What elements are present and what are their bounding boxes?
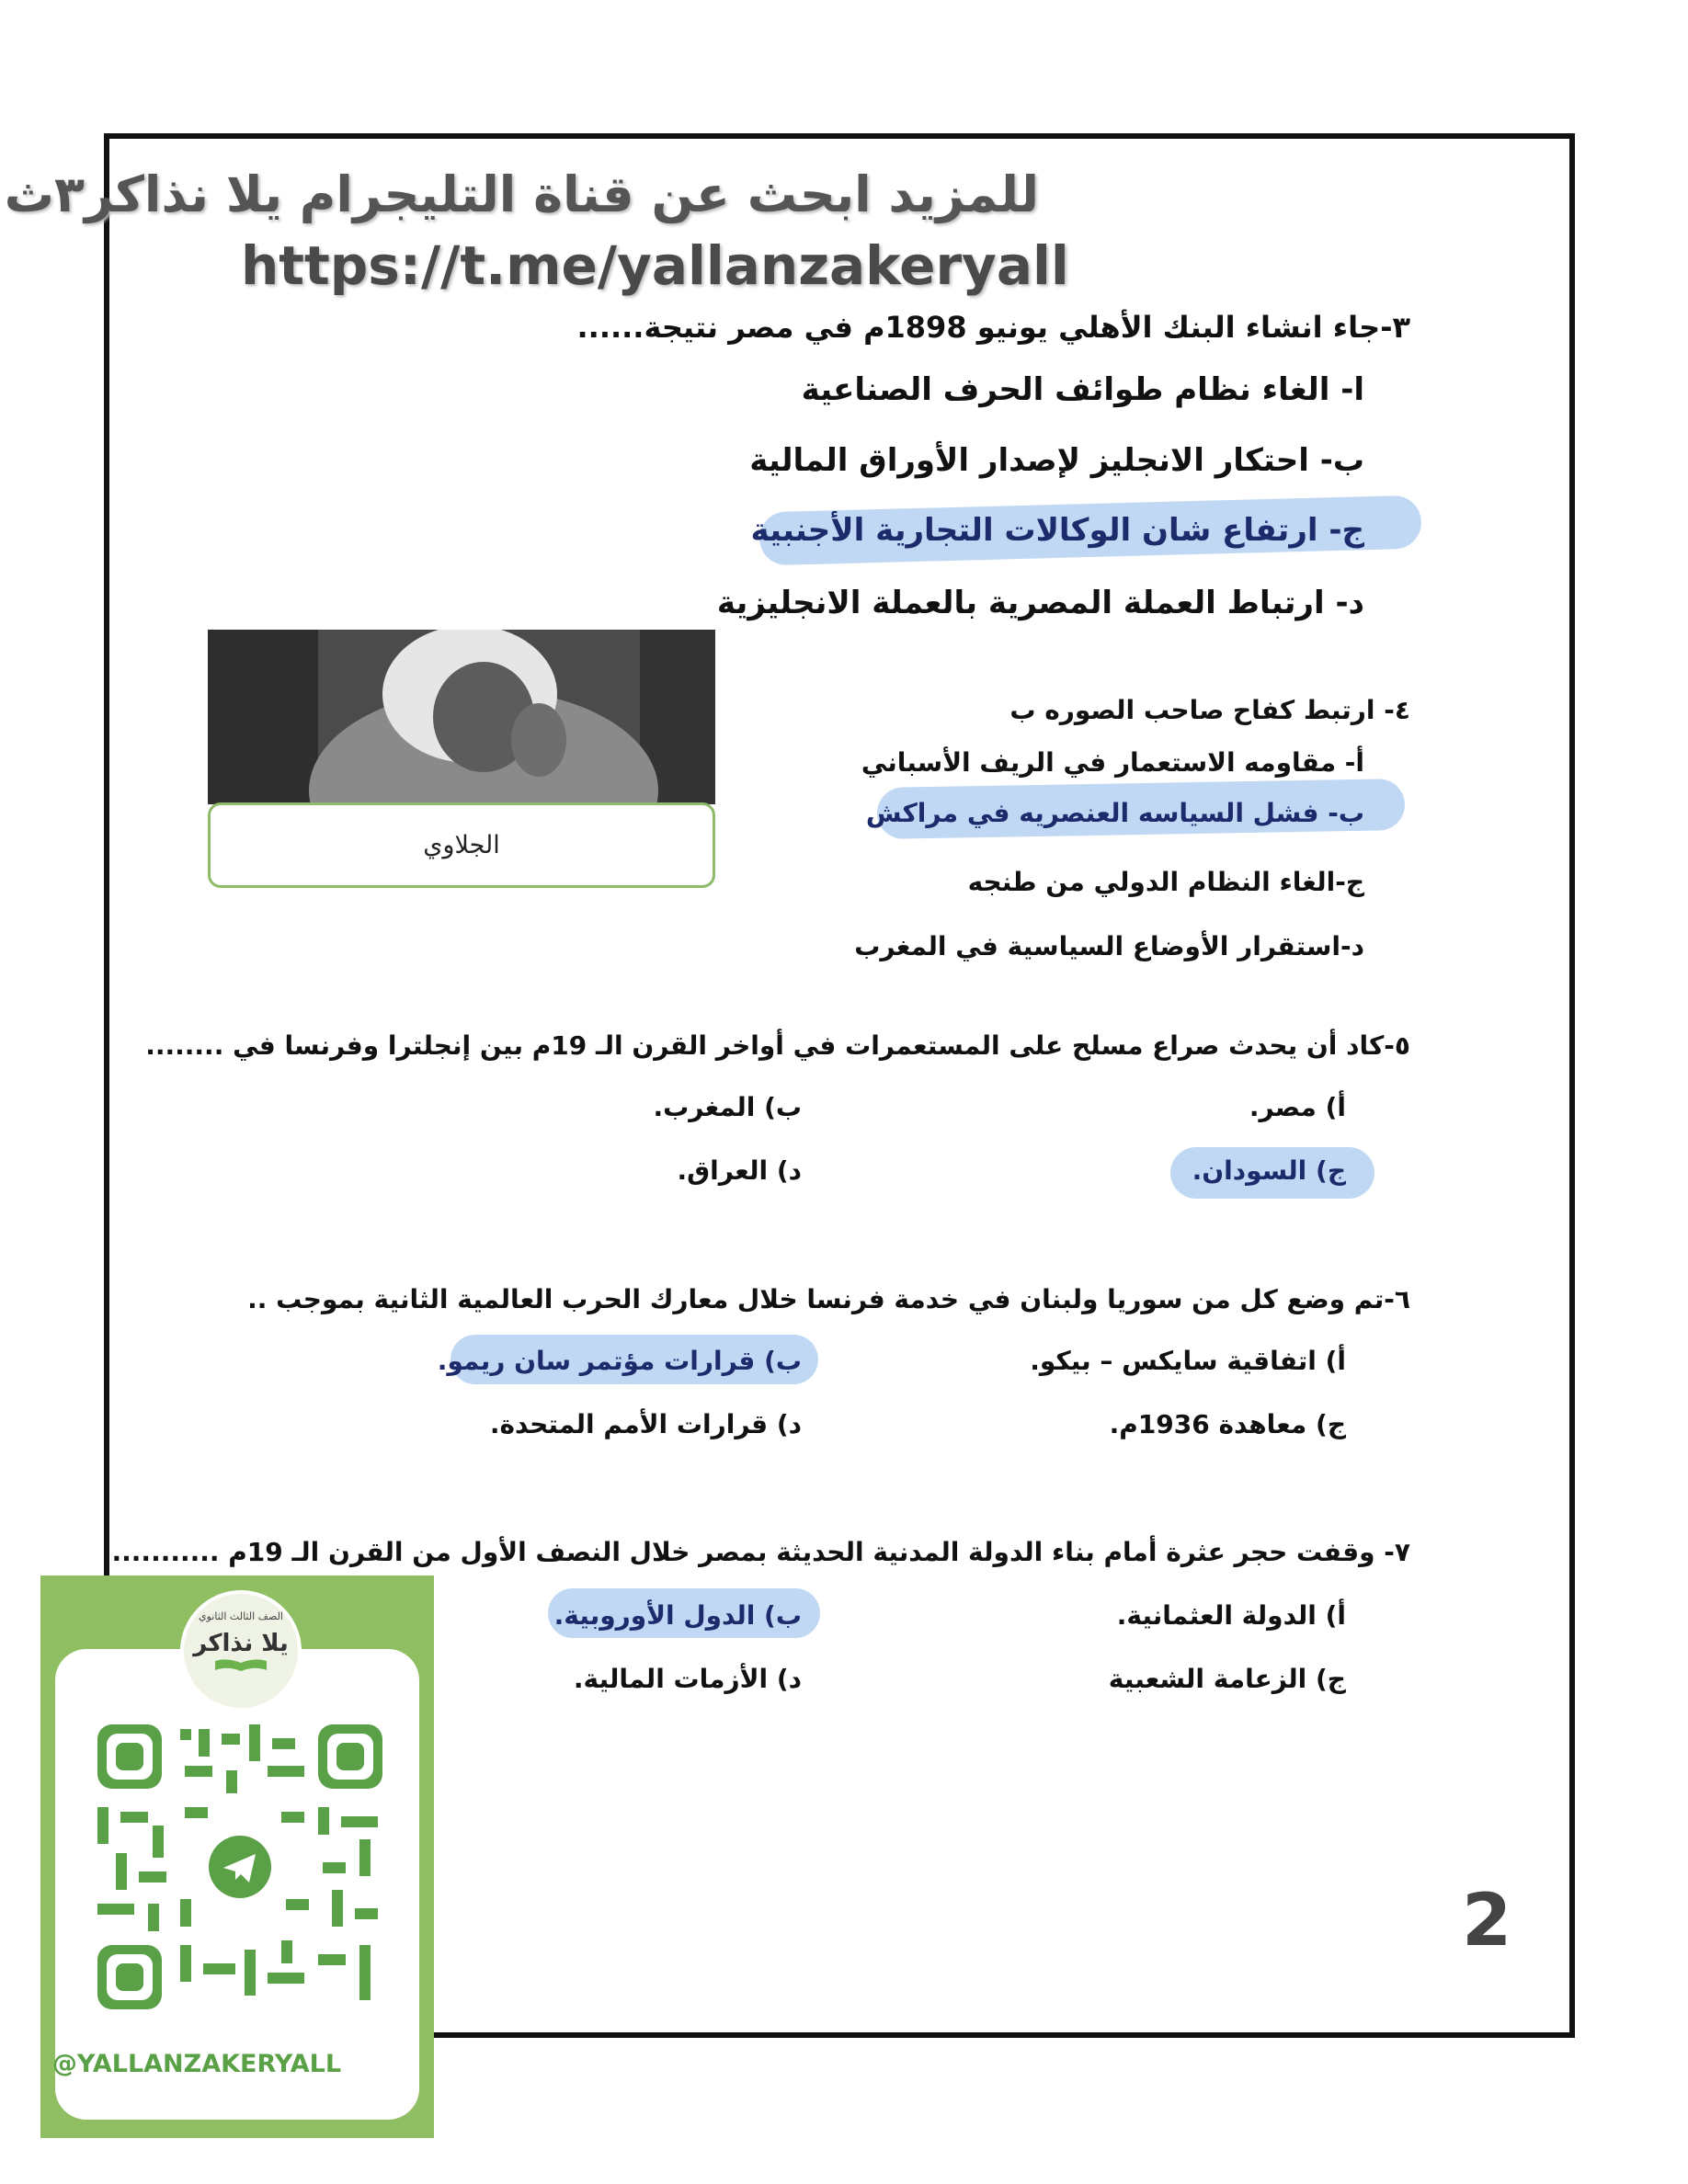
q7-option-d: د) الأزمات المالية. xyxy=(573,1664,802,1694)
logo-subtitle: الصف الثالث الثانوي xyxy=(199,1610,283,1622)
portrait-caption: الجلاوي xyxy=(208,802,715,888)
qr-code-icon xyxy=(97,1724,382,2009)
q6-option-c: ج) معاهدة 1936م. xyxy=(1109,1409,1346,1439)
q4-question: ٤- ارتبط كفاح صاحب الصوره ب xyxy=(1009,695,1410,725)
q6-option-b: ب) قرارات مؤتمر سان ريمو. xyxy=(437,1346,802,1376)
q7-option-c: ج) الزعامة الشعبية xyxy=(1108,1664,1346,1694)
q7-option-b: ب) الدول الأوروبية. xyxy=(553,1600,802,1631)
telegram-handle[interactable]: @YALLANZAKERYALL xyxy=(51,2050,342,2078)
logo-text: يلا نذاكر xyxy=(193,1630,289,1657)
q4-option-b: ب- فشل السياسه العنصريه في مراكش xyxy=(865,798,1364,828)
q7-option-a: أ) الدولة العثمانية. xyxy=(1116,1600,1346,1631)
q3-option-c: ج- ارتفاع شان الوكالات التجارية الأجنبية xyxy=(750,512,1364,549)
q4-option-a: أ- مقاومه الاستعمار في الريف الأسباني xyxy=(861,747,1364,778)
telegram-url[interactable]: https://t.me/yallanzakeryall xyxy=(241,234,1069,297)
telegram-handle-row xyxy=(0,2050,393,2078)
q6-option-a: أ) اتفاقية سايكس – بيكو. xyxy=(1030,1346,1346,1376)
portrait-photo xyxy=(208,630,715,804)
q5-option-b: ب) المغرب. xyxy=(653,1092,802,1122)
q4-option-c: ج-الغاء النظام الدولي من طنجه xyxy=(967,867,1364,897)
yalla-nzaker-logo xyxy=(180,1590,302,1712)
page-number: 2 xyxy=(1462,1880,1512,1962)
q3-option-d: د- ارتباط العملة المصرية بالعملة الانجليزية xyxy=(716,585,1364,621)
q5-option-c: ج) السودان. xyxy=(1192,1155,1346,1186)
q3-option-b: ب- احتكار الانجليز لإصدار الأوراق المالية xyxy=(749,442,1364,479)
q6-question: ٦-تم وضع كل من سوريا ولبنان في خدمة فرنسا خلال معارك الحرب العالمية الثانية بموجب .. xyxy=(247,1284,1410,1314)
q5-option-d: د) العراق. xyxy=(677,1155,802,1186)
book-icon xyxy=(213,1657,268,1672)
q3-question: ٣-جاء انشاء البنك الأهلي يونيو 1898م في مصر نتيجة...... xyxy=(576,310,1410,345)
q5-question: ٥-كاد أن يحدث صراع مسلح على المستعمرات في أواخر القرن الـ 19م بين إنجلترا وفرنسا في ........ xyxy=(145,1030,1410,1061)
q4-option-d: د-استقرار الأوضاع السياسية في المغرب xyxy=(854,931,1364,961)
q3-option-a: ا- الغاء نظام طوائف الحرف الصناعية xyxy=(801,371,1364,408)
promo-heading: للمزيد ابحث عن قناة التليجرام يلا نذاكر٣ث xyxy=(4,165,1039,223)
portrait-figure xyxy=(208,630,715,804)
q6-option-d: د) قرارات الأمم المتحدة. xyxy=(489,1409,802,1439)
q7-question: ٧- وقفت حجر عثرة أمام بناء الدولة المدنية الحديثة بمصر خلال النصف الأول من القرن الـ 19م ........... xyxy=(111,1537,1410,1567)
q5-option-a: أ) مصر. xyxy=(1249,1092,1346,1122)
